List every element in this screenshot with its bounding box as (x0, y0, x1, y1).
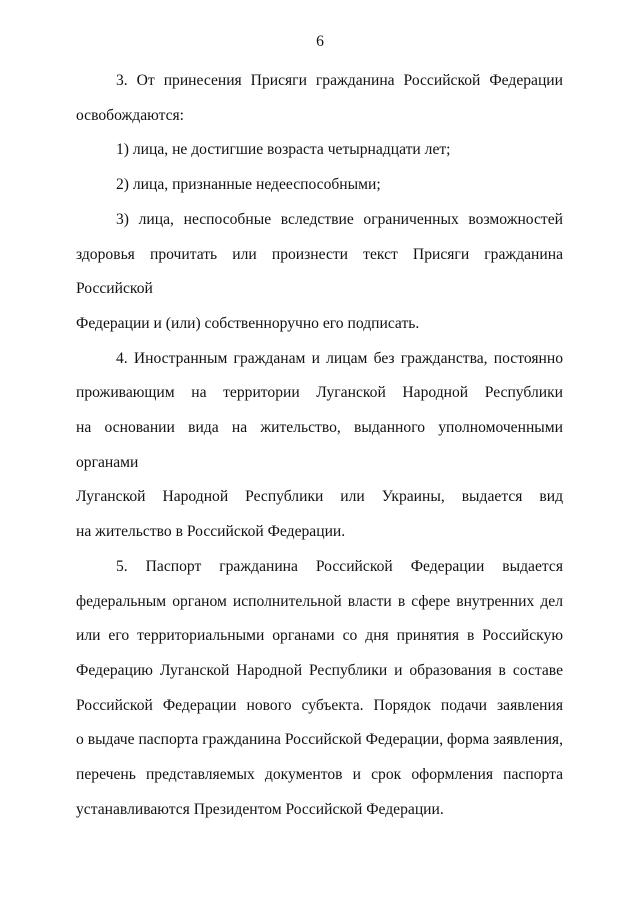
paragraph-residence-permit (76, 342, 563, 550)
text-line: 2) лица, признанные недееспособными; (116, 176, 381, 194)
page-number: 6 (316, 33, 324, 50)
text-line: Луганской Народной Республики или Украины, выдается вид (76, 488, 563, 506)
text-line: или его территориальными органами со дня принятия в Российскую (76, 627, 563, 645)
text-line: проживающим на территории Луганской Народной Республики (76, 384, 563, 402)
paragraph-passport (76, 550, 563, 828)
text-line: 5. Паспорт гражданина Российской Федерации выдается (116, 557, 563, 575)
text-line: устанавливаются Президентом Российской Федерации. (76, 800, 444, 818)
paragraph-item-3 (76, 203, 563, 342)
text-line: федеральным органом исполнительной власти в сфере внутренних дел (76, 592, 563, 610)
text-line: на основании вида на жительство, выданного уполномоченными органами (76, 419, 563, 471)
paragraph-item-2 (76, 168, 563, 203)
text-line: о выдаче паспорта гражданина Российской Федерации, форма заявления, (76, 731, 563, 749)
text-line: освобождаются: (76, 106, 185, 124)
paragraph-item-1 (76, 133, 563, 168)
text-line: 3) лица, неспособные вследствие ограниченных возможностей (116, 210, 563, 228)
paragraph-oath-exemption (76, 64, 563, 133)
text-line: 3. От принесения Присяги гражданина Российской Федерации (116, 72, 563, 89)
text-line: Российской Федерации нового субъекта. Порядок подачи заявления (76, 696, 563, 714)
text-line: Федерацию Луганской Народной Республики и образования в составе (76, 661, 563, 679)
document-body (76, 64, 563, 827)
text-line: здоровья прочитать или произнести текст Присяги гражданина Российской (76, 245, 563, 298)
text-line: 4. Иностранным гражданам и лицам без гражданства, постоянно (116, 349, 563, 367)
text-line: Федерации и (или) собственноручно его подписать. (76, 314, 420, 332)
text-line: 1) лица, не достигшие возраста четырнадцати лет; (116, 141, 451, 159)
text-line: на жительство в Российской Федерации. (76, 523, 346, 541)
text-line: перечень представляемых документов и срок оформления паспорта (76, 766, 563, 784)
